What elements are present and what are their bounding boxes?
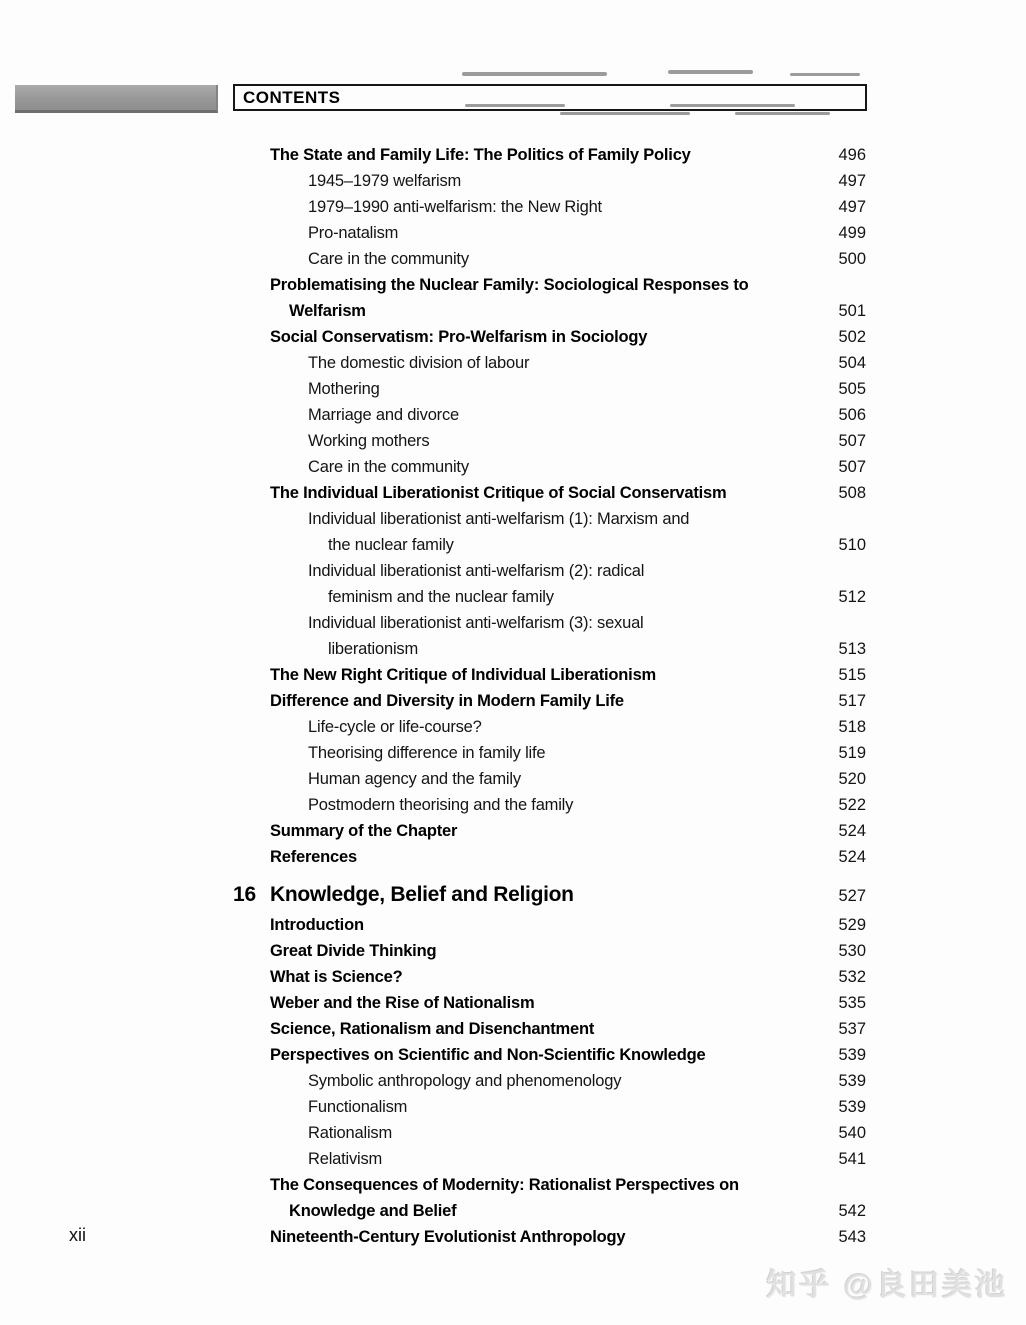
toc-entry-title: Functionalism bbox=[308, 1098, 408, 1116]
scan-artifact bbox=[462, 72, 607, 76]
toc-row bbox=[233, 506, 866, 532]
toc-row bbox=[233, 350, 866, 376]
toc-row bbox=[233, 1094, 866, 1120]
scan-artifact bbox=[668, 70, 753, 74]
toc-row bbox=[233, 1146, 866, 1172]
toc-entry-title: Summary of the Chapter bbox=[270, 822, 458, 840]
table-of-contents bbox=[233, 142, 866, 1250]
toc-entry-page: 504 bbox=[838, 354, 866, 372]
toc-entry-title: What is Science? bbox=[270, 968, 403, 986]
toc-entry-title: liberationism bbox=[328, 640, 419, 658]
scan-gray-bar bbox=[15, 85, 218, 113]
scan-artifact bbox=[465, 104, 565, 107]
toc-entry-title: Weber and the Rise of Nationalism bbox=[270, 994, 535, 1012]
toc-entry-title: Knowledge and Belief bbox=[289, 1202, 457, 1220]
toc-row bbox=[233, 532, 866, 558]
toc-row bbox=[233, 714, 866, 740]
toc-entry-page: 537 bbox=[838, 1020, 866, 1038]
toc-row bbox=[233, 844, 866, 870]
toc-entry-title: Mothering bbox=[308, 380, 380, 398]
toc-entry-page: 518 bbox=[838, 718, 866, 736]
toc-row bbox=[233, 194, 866, 220]
toc-entry-title: 1979–1990 anti-welfarism: the New Right bbox=[308, 198, 602, 216]
toc-row bbox=[233, 584, 866, 610]
toc-entry-page: 543 bbox=[838, 1228, 866, 1246]
toc-entry-page: 541 bbox=[838, 1150, 866, 1168]
toc-entry-page: 532 bbox=[838, 968, 866, 986]
toc-row bbox=[233, 1224, 866, 1250]
toc-entry-page: 530 bbox=[838, 942, 866, 960]
toc-entry-title: Relativism bbox=[308, 1150, 383, 1168]
toc-entry-title: Human agency and the family bbox=[308, 770, 521, 788]
toc-row bbox=[233, 938, 866, 964]
toc-row bbox=[233, 964, 866, 990]
toc-entry-title: Nineteenth-Century Evolutionist Anthropology bbox=[270, 1228, 626, 1246]
toc-entry-title: The domestic division of labour bbox=[308, 354, 530, 372]
toc-entry-title: Perspectives on Scientific and Non-Scientific Knowledge bbox=[270, 1046, 706, 1064]
toc-entry-page: 539 bbox=[838, 1072, 866, 1090]
contents-header-label: CONTENTS bbox=[243, 87, 341, 107]
toc-row bbox=[233, 1172, 866, 1198]
chapter-title: Knowledge, Belief and Religion bbox=[270, 883, 574, 906]
toc-entry-page: 497 bbox=[838, 198, 866, 216]
toc-entry-page: 506 bbox=[838, 406, 866, 424]
toc-entry-page: 515 bbox=[838, 666, 866, 684]
toc-entry-page: 507 bbox=[838, 432, 866, 450]
chapter-number: 16 bbox=[233, 883, 256, 906]
toc-entry-title: Pro-natalism bbox=[308, 224, 399, 242]
toc-entry-page: 513 bbox=[838, 640, 866, 658]
toc-entry-page: 540 bbox=[838, 1124, 866, 1142]
chapter-heading-row bbox=[233, 878, 866, 912]
toc-entry-page: 507 bbox=[838, 458, 866, 476]
toc-row bbox=[233, 1042, 866, 1068]
toc-entry-title: Rationalism bbox=[308, 1124, 392, 1142]
toc-row bbox=[233, 142, 866, 168]
toc-entry-title: Marriage and divorce bbox=[308, 406, 459, 424]
toc-entry-title: Care in the community bbox=[308, 250, 469, 268]
toc-row bbox=[233, 272, 866, 298]
scan-artifact bbox=[790, 73, 860, 76]
toc-row bbox=[233, 428, 866, 454]
toc-row bbox=[233, 558, 866, 584]
toc-entry-title: The State and Family Life: The Politics of Family Policy bbox=[270, 146, 691, 164]
toc-row bbox=[233, 298, 866, 324]
toc-entry-title: Problematising the Nuclear Family: Sociological Responses to bbox=[270, 276, 749, 294]
toc-row bbox=[233, 220, 866, 246]
toc-entry-title: Working mothers bbox=[308, 432, 430, 450]
toc-row bbox=[233, 662, 866, 688]
toc-entry-title: The New Right Critique of Individual Liberationism bbox=[270, 666, 657, 684]
folio-page-number: xii bbox=[69, 1225, 86, 1245]
toc-entry-title: Symbolic anthropology and phenomenology bbox=[308, 1072, 622, 1090]
toc-row bbox=[233, 168, 866, 194]
toc-row bbox=[233, 1016, 866, 1042]
toc-row bbox=[233, 324, 866, 350]
scan-artifact bbox=[735, 112, 830, 115]
toc-entry-title: Great Divide Thinking bbox=[270, 942, 437, 960]
toc-entry-title: The Individual Liberationist Critique of Social Conservatism bbox=[270, 484, 727, 502]
toc-row bbox=[233, 766, 866, 792]
toc-row bbox=[233, 1198, 866, 1224]
toc-entry-page: 510 bbox=[838, 536, 866, 554]
scan-artifact bbox=[670, 104, 795, 107]
toc-row bbox=[233, 912, 866, 938]
toc-entry-page: 517 bbox=[838, 692, 866, 710]
toc-entry-title: Science, Rationalism and Disenchantment bbox=[270, 1020, 595, 1038]
toc-entry-title: The Consequences of Modernity: Rationalist Perspectives on bbox=[270, 1176, 739, 1194]
toc-row bbox=[233, 376, 866, 402]
toc-row bbox=[233, 792, 866, 818]
watermark-text: 知乎 @良田美池 bbox=[766, 1269, 1008, 1302]
toc-entry-title: Welfarism bbox=[289, 302, 366, 320]
toc-row bbox=[233, 818, 866, 844]
toc-entry-page: 501 bbox=[838, 302, 866, 320]
toc-entry-title: Individual liberationist anti-welfarism (3): sexual bbox=[308, 614, 644, 632]
toc-entry-title: feminism and the nuclear family bbox=[328, 588, 554, 606]
toc-entry-page: 499 bbox=[838, 224, 866, 242]
toc-row bbox=[233, 636, 866, 662]
toc-entry-page: 520 bbox=[838, 770, 866, 788]
chapter-page-number: 527 bbox=[838, 887, 866, 905]
toc-entry-page: 522 bbox=[838, 796, 866, 814]
toc-row bbox=[233, 1068, 866, 1094]
toc-entry-title: Theorising difference in family life bbox=[308, 744, 546, 762]
toc-entry-title: 1945–1979 welfarism bbox=[308, 172, 462, 190]
toc-entry-page: 508 bbox=[838, 484, 866, 502]
toc-entry-page: 497 bbox=[838, 172, 866, 190]
toc-entry-page: 539 bbox=[838, 1098, 866, 1116]
toc-entry-page: 524 bbox=[838, 822, 866, 840]
toc-row bbox=[233, 454, 866, 480]
toc-entry-page: 502 bbox=[838, 328, 866, 346]
toc-entry-page: 539 bbox=[838, 1046, 866, 1064]
toc-entry-title: Difference and Diversity in Modern Family Life bbox=[270, 692, 624, 710]
toc-row bbox=[233, 246, 866, 272]
toc-entry-title: the nuclear family bbox=[328, 536, 454, 554]
toc-entry-page: 500 bbox=[838, 250, 866, 268]
toc-entry-title: Life-cycle or life-course? bbox=[308, 718, 482, 736]
toc-row bbox=[233, 1120, 866, 1146]
toc-entry-title: Individual liberationist anti-welfarism (2): radical bbox=[308, 562, 645, 580]
toc-entry-title: Introduction bbox=[270, 916, 364, 934]
toc-entry-page: 542 bbox=[838, 1202, 866, 1220]
toc-entry-title: Individual liberationist anti-welfarism (1): Marxism and bbox=[308, 510, 690, 528]
scan-artifact bbox=[560, 112, 690, 115]
toc-entry-title: Postmodern theorising and the family bbox=[308, 796, 574, 814]
toc-row bbox=[233, 688, 866, 714]
toc-entry-page: 496 bbox=[838, 146, 866, 164]
toc-entry-title: Care in the community bbox=[308, 458, 469, 476]
toc-entry-page: 519 bbox=[838, 744, 866, 762]
toc-entry-page: 529 bbox=[838, 916, 866, 934]
toc-entry-page: 512 bbox=[838, 588, 866, 606]
toc-row bbox=[233, 740, 866, 766]
toc-entry-title: Social Conservatism: Pro-Welfarism in Sociology bbox=[270, 328, 648, 346]
toc-row bbox=[233, 610, 866, 636]
toc-entry-page: 524 bbox=[838, 848, 866, 866]
toc-entry-page: 535 bbox=[838, 994, 866, 1012]
toc-row bbox=[233, 480, 866, 506]
toc-entry-title: References bbox=[270, 848, 357, 866]
toc-row bbox=[233, 402, 866, 428]
toc-entry-page: 505 bbox=[838, 380, 866, 398]
toc-row bbox=[233, 990, 866, 1016]
